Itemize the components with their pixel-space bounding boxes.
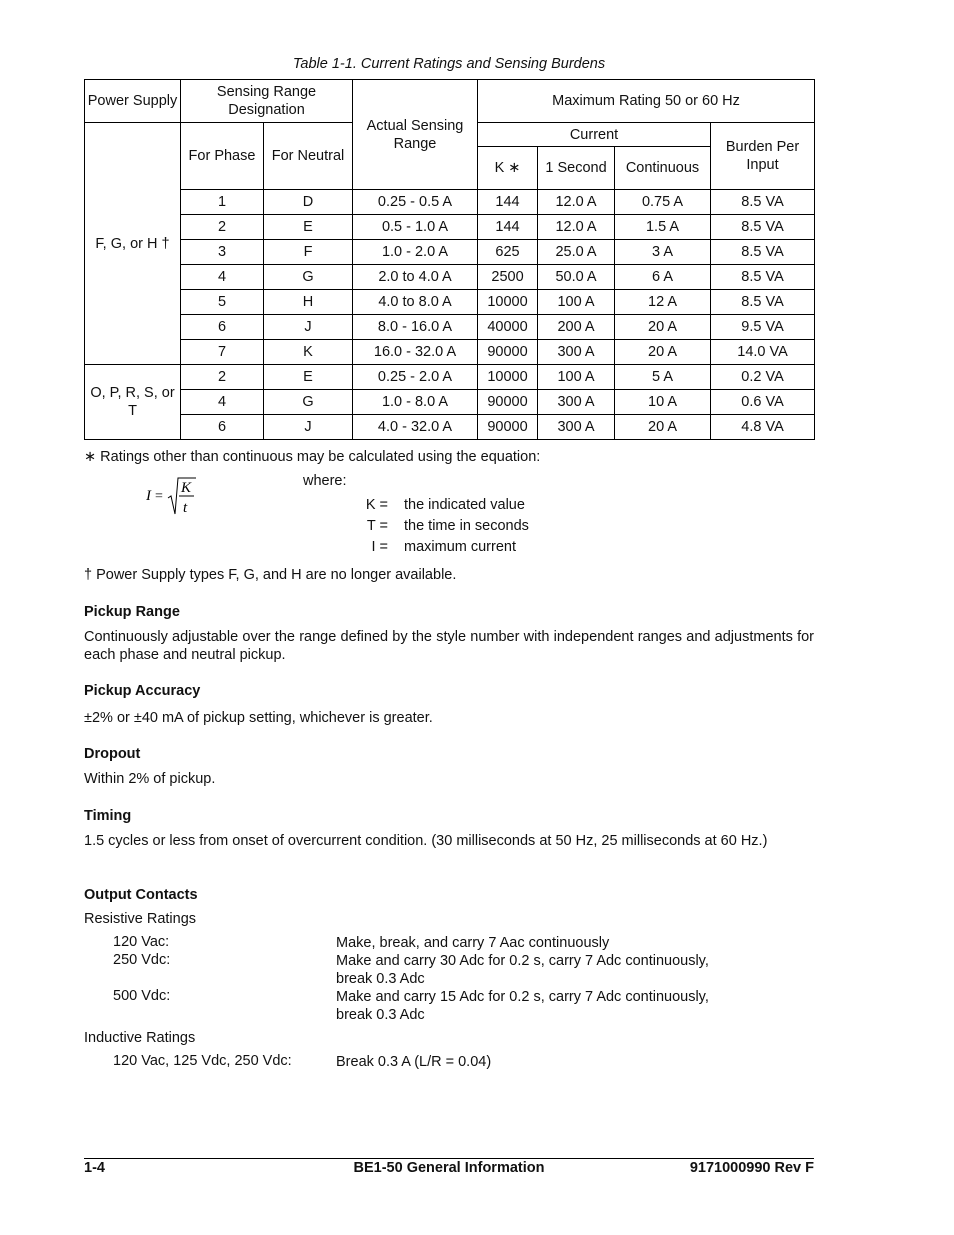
power-supply-group-2: O, P, R, S, or T: [85, 365, 181, 440]
resistive-ratings-label: Resistive Ratings: [84, 911, 197, 927]
header-for-neutral: For Neutral: [264, 123, 353, 190]
neutral-cell: G: [264, 390, 353, 415]
rating-value: Break 0.3 A (L/R = 0.04): [336, 1054, 492, 1070]
rating-value: Make and carry 30 Adc for 0.2 s, carry 7 Adc continuously, break 0.3 Adc: [336, 953, 709, 987]
burden-cell: 8.5 VA: [711, 190, 815, 215]
continuous-cell: 20 A: [615, 315, 711, 340]
range-cell: 0.5 - 1.0 A: [353, 215, 478, 240]
neutral-cell: E: [264, 365, 353, 390]
continuous-cell: 6 A: [615, 265, 711, 290]
table-row: [85, 265, 815, 290]
formula-lhs: I: [146, 488, 151, 504]
rating-label: 120 Vac, 125 Vdc, 250 Vdc:: [113, 1053, 292, 1069]
phase-cell: 6: [181, 415, 264, 440]
k-cell: 2500: [478, 265, 538, 290]
timing-text: 1.5 cycles or less from onset of overcurrent condition. (30 milliseconds at 50 Hz, 25 milliseconds at 60 Hz.): [84, 833, 768, 849]
rating-label: 500 Vdc:: [113, 988, 171, 1004]
continuous-cell: 20 A: [615, 415, 711, 440]
one-second-cell: 50.0 A: [538, 265, 615, 290]
neutral-cell: J: [264, 315, 353, 340]
header-k: K ∗: [478, 147, 538, 190]
k-cell: 90000: [478, 340, 538, 365]
footer-document-number: 9171000990 Rev F: [689, 1160, 814, 1176]
rating-label: 250 Vdc:: [113, 952, 171, 968]
one-second-cell: 300 A: [538, 340, 615, 365]
pickup-accuracy-text: ±2% or ±40 mA of pickup setting, whichever is greater.: [84, 710, 433, 726]
phase-cell: 2: [181, 215, 264, 240]
header-for-phase: For Phase: [181, 123, 264, 190]
table-row: [85, 415, 815, 440]
footer-title: BE1-50 General Information: [353, 1160, 545, 1176]
one-second-cell: 300 A: [538, 390, 615, 415]
one-second-cell: 12.0 A: [538, 215, 615, 240]
formula-equals: =: [155, 489, 163, 504]
pickup-range-text: Continuously adjustable over the range defined by the style number with independent ranges and adjustments for each phase and neutral pickup.: [84, 629, 814, 663]
where-label: where:: [303, 473, 347, 489]
one-second-cell: 100 A: [538, 290, 615, 315]
formula-numerator: K: [181, 480, 192, 496]
phase-cell: 6: [181, 315, 264, 340]
range-cell: 8.0 - 16.0 A: [353, 315, 478, 340]
one-second-cell: 100 A: [538, 365, 615, 390]
neutral-cell: K: [264, 340, 353, 365]
one-second-cell: 200 A: [538, 315, 615, 340]
table-row: [85, 290, 815, 315]
formula-denominator: t: [183, 500, 188, 516]
footer-rule: [84, 1158, 814, 1159]
range-cell: 0.25 - 0.5 A: [353, 190, 478, 215]
variable-description: maximum current: [404, 539, 516, 555]
range-cell: 4.0 - 32.0 A: [353, 415, 478, 440]
inductive-ratings-label: Inductive Ratings: [84, 1030, 196, 1046]
table-caption: Table 1-1. Current Ratings and Sensing Burdens: [292, 56, 606, 72]
rating-value: Make and carry 15 Adc for 0.2 s, carry 7 Adc continuously, break 0.3 Adc: [336, 989, 709, 1023]
phase-cell: 2: [181, 365, 264, 390]
dagger-note: † Power Supply types F, G, and H are no longer available.: [84, 567, 457, 583]
burden-cell: 9.5 VA: [711, 315, 815, 340]
header-actual-sensing-range: Actual Sensing Range: [353, 80, 478, 190]
k-cell: 10000: [478, 290, 538, 315]
phase-cell: 7: [181, 340, 264, 365]
continuous-cell: 3 A: [615, 240, 711, 265]
variable-name: I =: [371, 539, 388, 555]
table-row: [85, 190, 815, 215]
header-continuous: Continuous: [615, 147, 711, 190]
dropout-heading: Dropout: [84, 746, 141, 762]
variable-description: the time in seconds: [404, 518, 529, 534]
k-cell: 625: [478, 240, 538, 265]
header-sensing-range-designation: Sensing Range Designation: [181, 80, 353, 123]
phase-cell: 5: [181, 290, 264, 315]
continuous-cell: 12 A: [615, 290, 711, 315]
variable-name: K =: [365, 497, 388, 513]
range-cell: 1.0 - 8.0 A: [353, 390, 478, 415]
power-supply-group-1: F, G, or H †: [85, 123, 181, 365]
pickup-range-heading: Pickup Range: [84, 604, 180, 620]
neutral-cell: G: [264, 265, 353, 290]
table-row: [85, 215, 815, 240]
footer-page-number: 1-4: [84, 1160, 105, 1176]
table-row: [85, 240, 815, 265]
pickup-accuracy-heading: Pickup Accuracy: [84, 683, 201, 699]
range-cell: 1.0 - 2.0 A: [353, 240, 478, 265]
continuous-cell: 5 A: [615, 365, 711, 390]
neutral-cell: E: [264, 215, 353, 240]
continuous-cell: 0.75 A: [615, 190, 711, 215]
k-cell: 144: [478, 215, 538, 240]
neutral-cell: J: [264, 415, 353, 440]
burden-cell: 8.5 VA: [711, 265, 815, 290]
header-maximum-rating: Maximum Rating 50 or 60 Hz: [478, 80, 815, 123]
burden-cell: 8.5 VA: [711, 215, 815, 240]
output-contacts-heading: Output Contacts: [84, 887, 198, 903]
burden-cell: 8.5 VA: [711, 290, 815, 315]
one-second-cell: 300 A: [538, 415, 615, 440]
rating-value: Make, break, and carry 7 Aac continuously: [336, 935, 610, 951]
table-row: [85, 365, 815, 390]
k-cell: 90000: [478, 390, 538, 415]
phase-cell: 3: [181, 240, 264, 265]
header-one-second: 1 Second: [538, 147, 615, 190]
range-cell: 4.0 to 8.0 A: [353, 290, 478, 315]
range-cell: 2.0 to 4.0 A: [353, 265, 478, 290]
timing-heading: Timing: [84, 808, 132, 824]
ratings-note: ∗ Ratings other than continuous may be calculated using the equation:: [84, 449, 541, 465]
burden-cell: 0.2 VA: [711, 365, 815, 390]
burden-cell: 14.0 VA: [711, 340, 815, 365]
dropout-text: Within 2% of pickup.: [84, 771, 216, 787]
range-cell: 16.0 - 32.0 A: [353, 340, 478, 365]
phase-cell: 4: [181, 265, 264, 290]
neutral-cell: D: [264, 190, 353, 215]
phase-cell: 1: [181, 190, 264, 215]
continuous-cell: 1.5 A: [615, 215, 711, 240]
rating-label: 120 Vac:: [113, 934, 170, 950]
range-cell: 0.25 - 2.0 A: [353, 365, 478, 390]
header-current: Current: [478, 123, 711, 147]
table-row: [85, 340, 815, 365]
one-second-cell: 12.0 A: [538, 190, 615, 215]
k-cell: 90000: [478, 415, 538, 440]
variable-name: T =: [366, 518, 388, 534]
k-cell: 10000: [478, 365, 538, 390]
current-formula: [146, 474, 206, 520]
current-ratings-table: [84, 79, 815, 440]
header-power-supply: Power Supply: [85, 80, 181, 123]
burden-cell: 8.5 VA: [711, 240, 815, 265]
neutral-cell: F: [264, 240, 353, 265]
continuous-cell: 10 A: [615, 390, 711, 415]
burden-cell: 0.6 VA: [711, 390, 815, 415]
burden-cell: 4.8 VA: [711, 415, 815, 440]
neutral-cell: H: [264, 290, 353, 315]
table-row: [85, 390, 815, 415]
k-cell: 144: [478, 190, 538, 215]
phase-cell: 4: [181, 390, 264, 415]
continuous-cell: 20 A: [615, 340, 711, 365]
one-second-cell: 25.0 A: [538, 240, 615, 265]
table-row: [85, 315, 815, 340]
header-burden: Burden Per Input: [711, 123, 815, 190]
variable-description: the indicated value: [404, 497, 525, 513]
k-cell: 40000: [478, 315, 538, 340]
